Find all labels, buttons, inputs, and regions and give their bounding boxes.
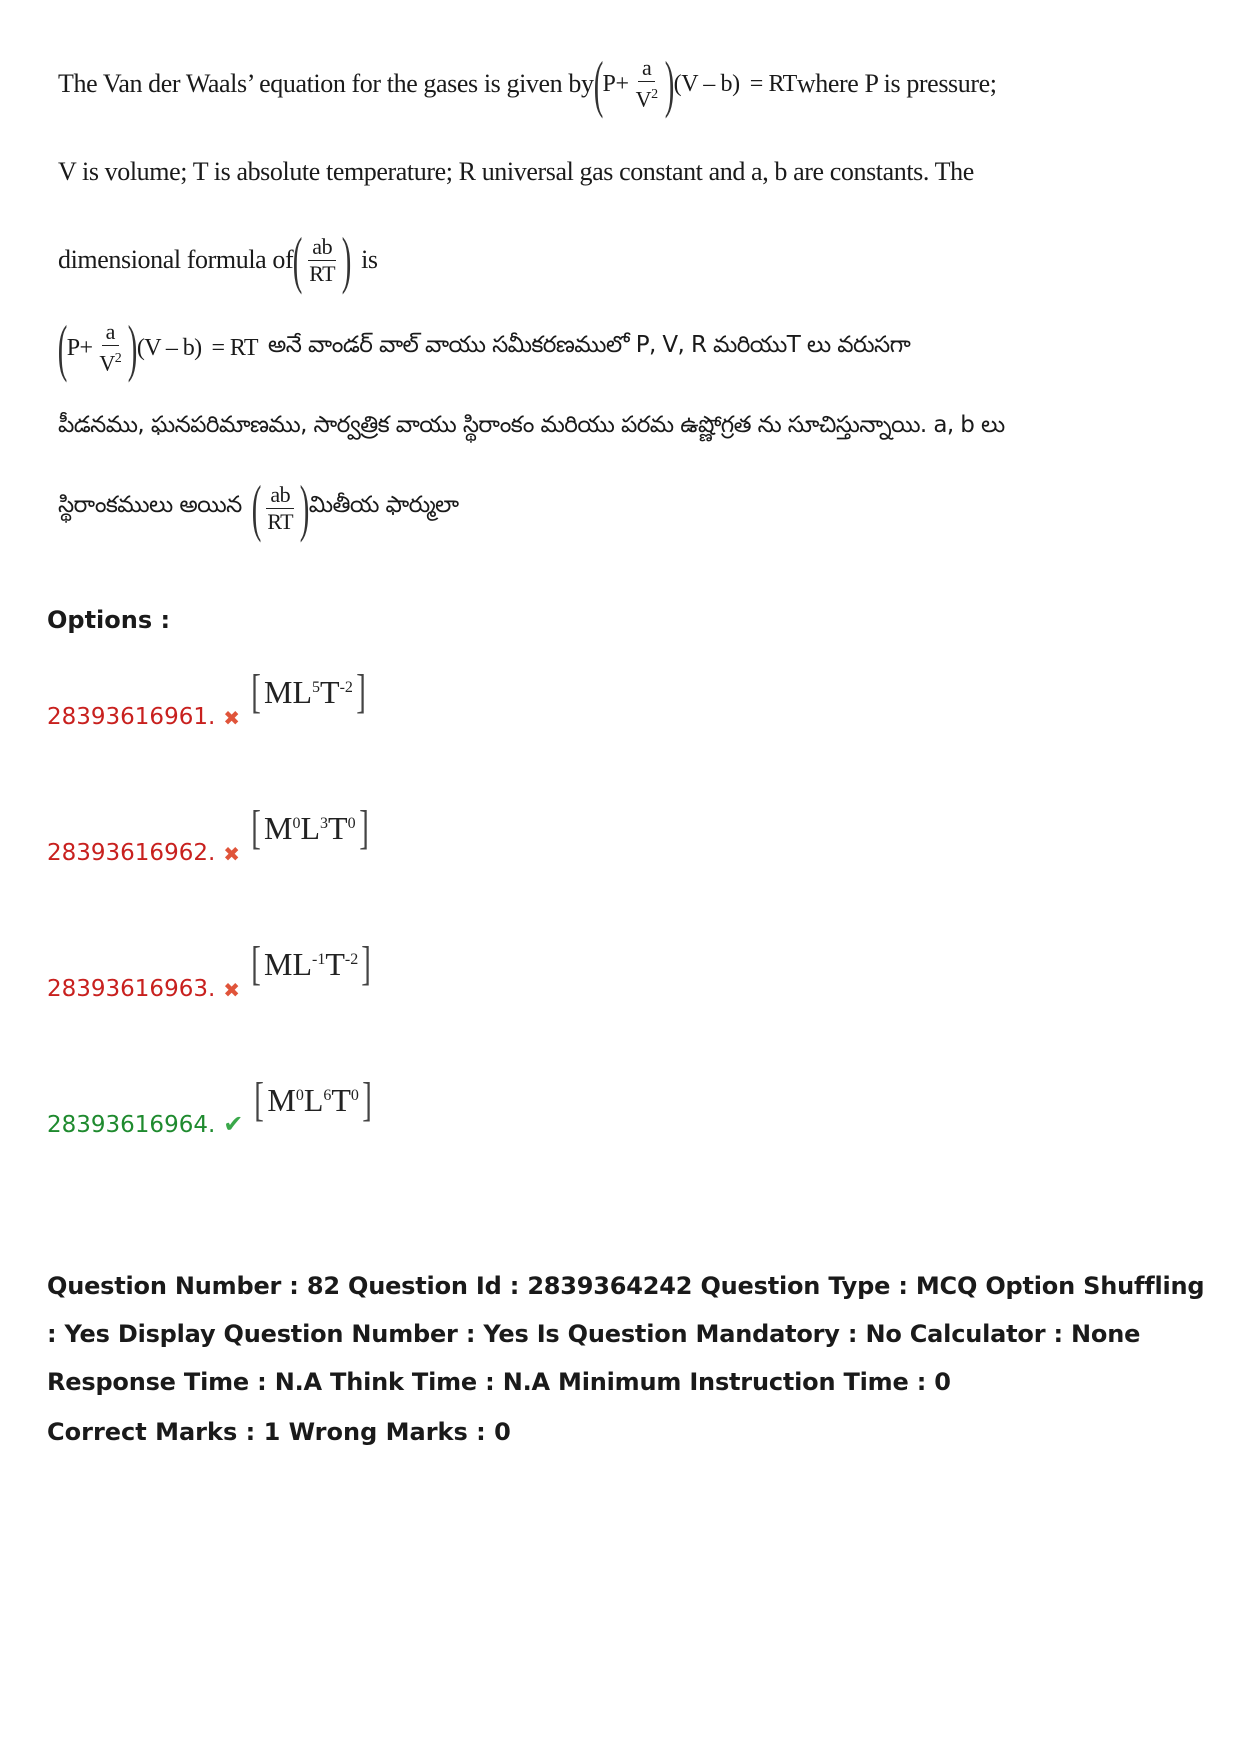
options-label: Options : (47, 606, 171, 634)
question-te-line-2: పీడనము, ఘనపరిమాణము, సార్వత్రిక వాయు స్థిరాంకం మరియు పరమ ఉష్ణోగ్రత ను సూచిస్తున్నాయి. a, b లు (58, 412, 1005, 438)
cross-icon: ✖ (223, 706, 241, 730)
option-formula: [ ML 5 T -2 ] (251, 665, 366, 718)
question-en-line-3: dimensional formula of ( $\frac{ab}{RT}$ ) is (58, 224, 378, 295)
option-formula: [ M 0 L 3 T 0 ] (251, 801, 369, 854)
check-icon: ✔ (223, 1110, 244, 1138)
option-number: 28393616962. (47, 840, 216, 866)
marks-info: Correct Marks : 1 Wrong Marks : 0 (47, 1418, 511, 1446)
question-telugu (57, 308, 1005, 548)
question-english (58, 40, 997, 304)
ab-over-rt-fraction-te: ( $\frac{ab}{RT}$ ) (251, 472, 310, 543)
cross-icon: ✖ (223, 842, 241, 866)
question-en-line-1-post: where P is pressure; (796, 69, 997, 98)
question-te-line-1 (58, 308, 938, 388)
question-en-line-1-pre: The Van der Waals’ equation for the gases is given by (58, 69, 594, 98)
option-1 (47, 665, 369, 730)
option-3 (47, 937, 374, 1002)
question-en-line-2: V is volume; T is absolute temperature; R universal gas constant and a, b are constants. The (58, 157, 974, 186)
a-over-v2-fraction: $\frac{a}{V^2}$ (635, 55, 658, 112)
option-4 (47, 1073, 375, 1138)
option-number: 28393616964. (47, 1112, 216, 1138)
question-metadata: Question Number : 82 Question Id : 2839364242 Question Type : MCQ Option Shuffling : Yes Display Question Number : Yes Is Question Mandatory : No Calculator : None Response Time : N.A Think Time : N.A Minimum Instruction Time : 0 (47, 1272, 1205, 1396)
option-2 (47, 801, 372, 866)
vdw-equation: ( P + $\frac{a}{V^2}$ ) (V – b) = RT (593, 48, 797, 119)
vdw-equation-te: ( P + $\frac{a}{V^2}$ ) (V – b) = RT (57, 312, 258, 383)
option-formula: [ M 0 L 6 T 0 ] (254, 1073, 372, 1126)
cross-icon: ✖ (223, 978, 241, 1002)
option-formula: [ ML -1 T -2 ] (251, 937, 372, 990)
question-te-line-3: స్థిరాంకములు అయిన ( $\frac{ab}{RT}$ ) మితీయ ఫార్ములా (58, 472, 459, 543)
option-number: 28393616961. (47, 704, 216, 730)
option-number: 28393616963. (47, 976, 216, 1002)
question-te-line-1-text: అనే వాండర్ వాల్ వాయు సమీకరణములో P, V, R మరియుT లు వరుసగా (267, 332, 911, 358)
question-en-line-1 (58, 40, 997, 128)
ab-over-rt-fraction: ( $\frac{ab}{RT}$ ) (293, 224, 352, 295)
